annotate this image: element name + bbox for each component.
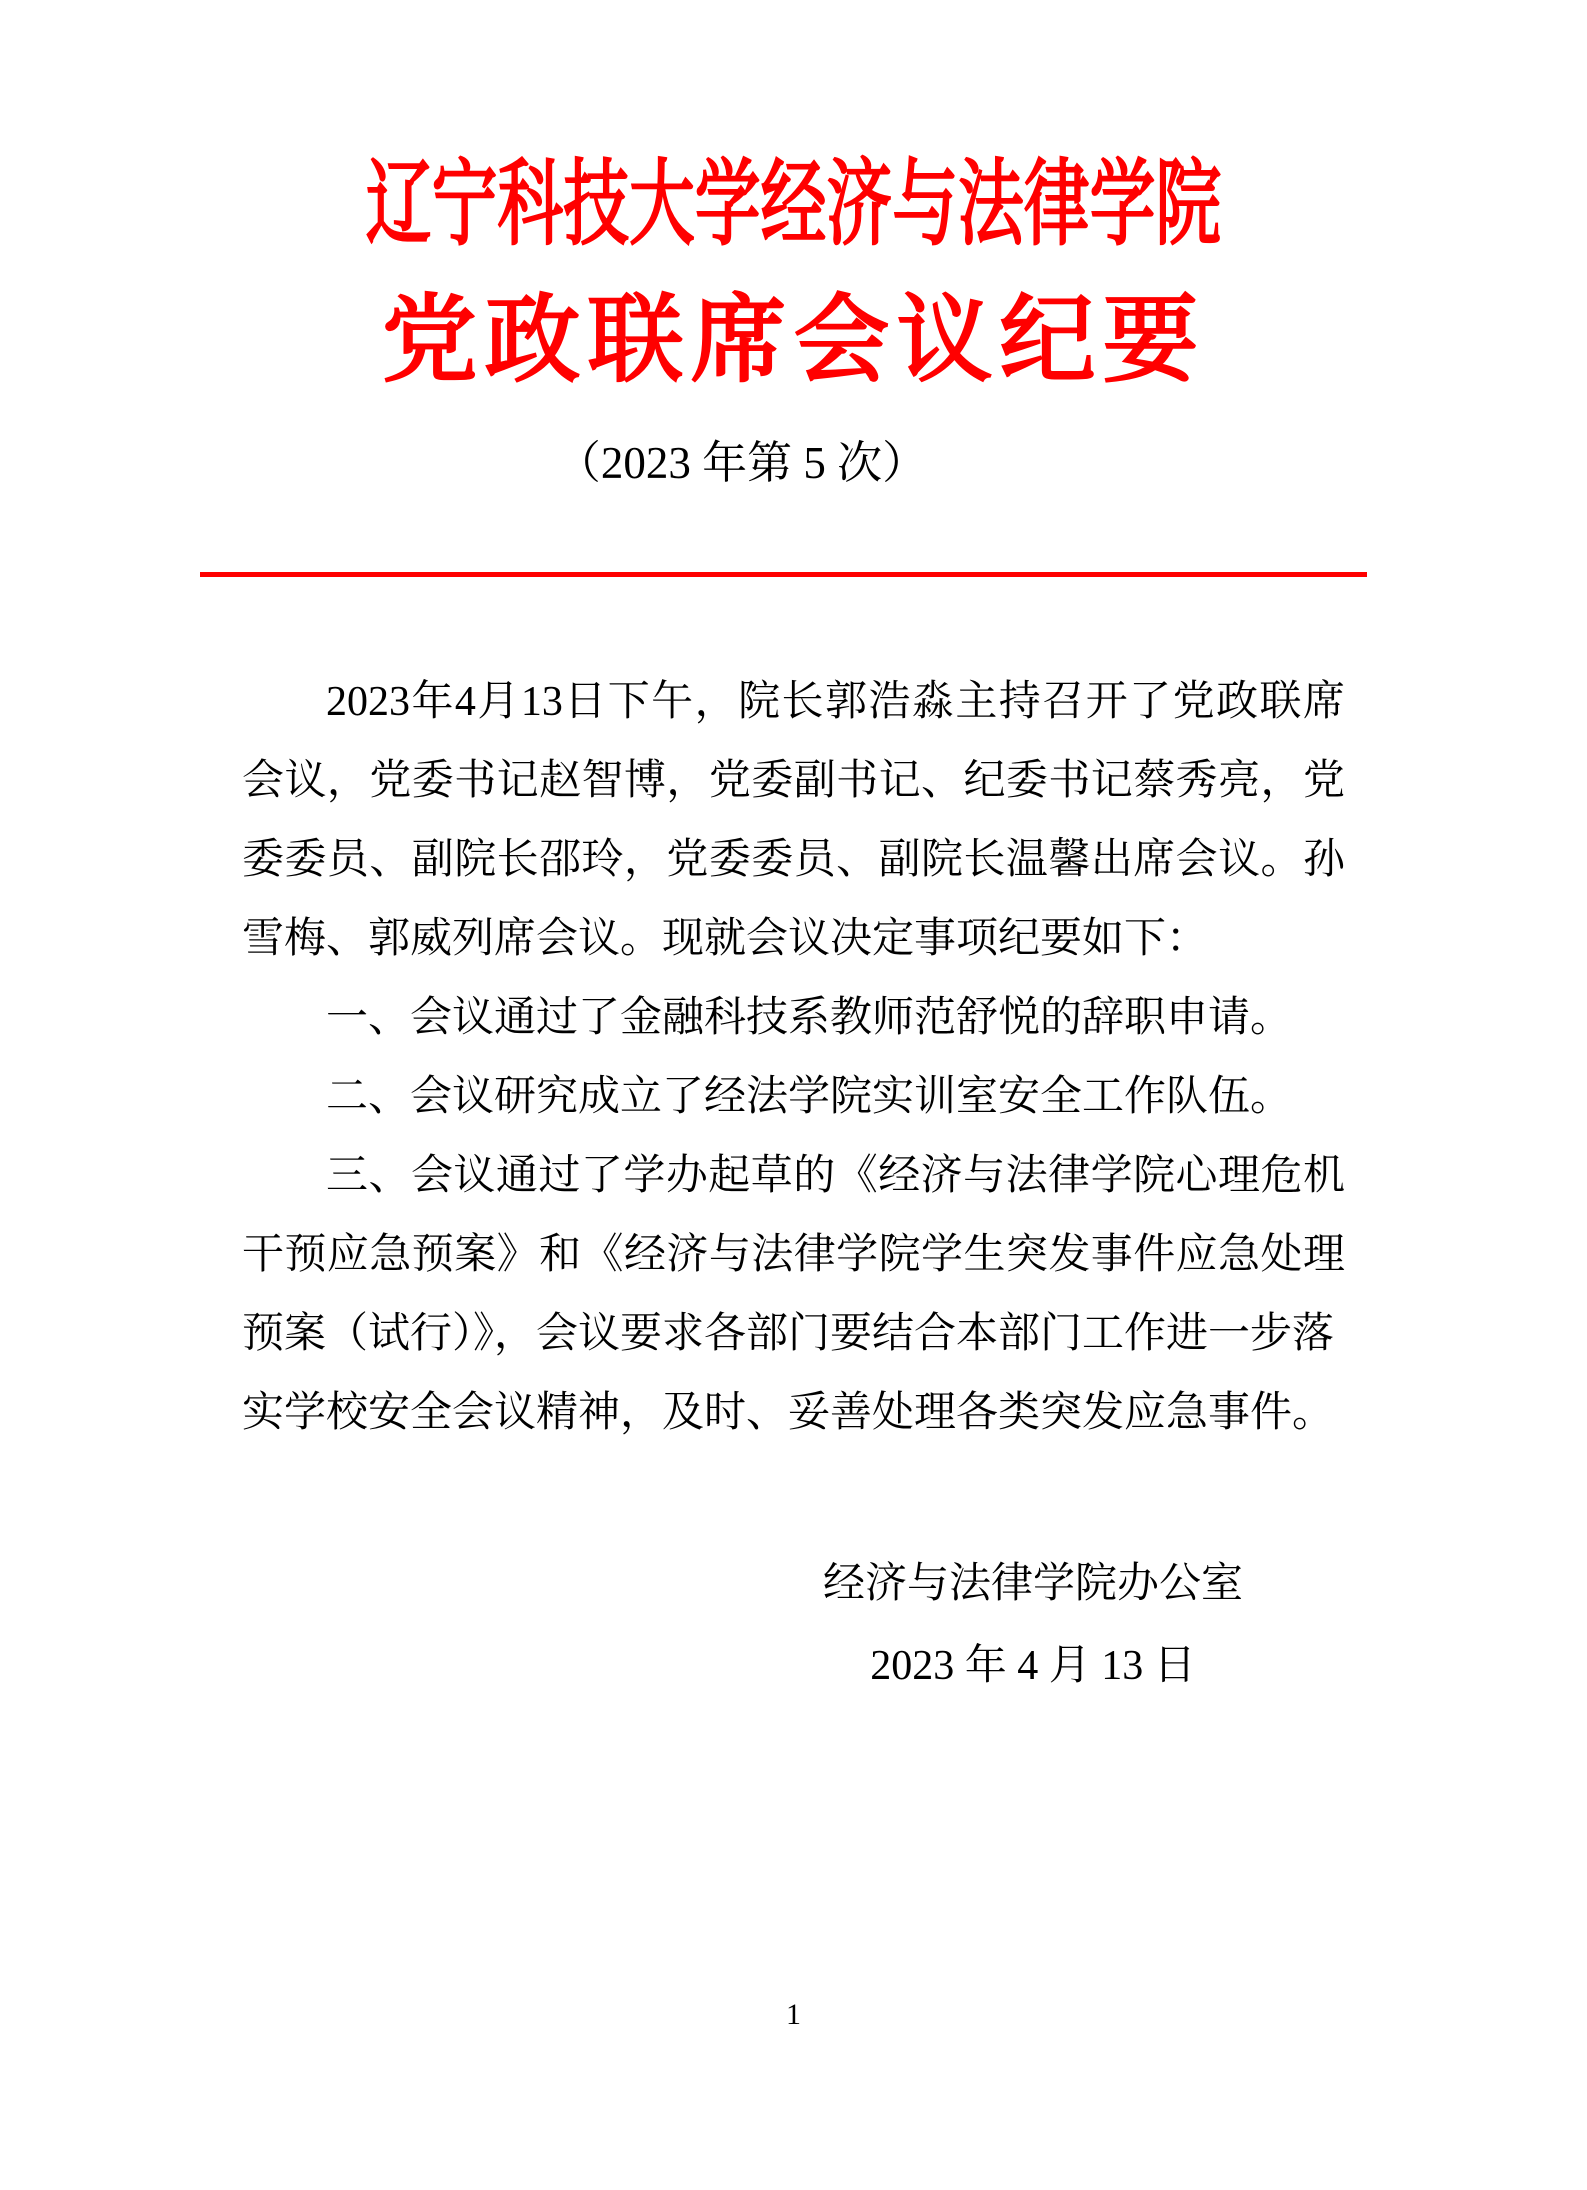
paragraph1-line2: 会议，党委书记赵智博，党委副书记、纪委书记蔡秀亮，党 (242, 758, 1345, 804)
paragraph1-line3: 委委员、副院长邵玲，党委委员、副院长温馨出席会议。孙 (242, 837, 1345, 883)
signature-block (818, 1563, 1248, 1727)
decision-item-3-line4: 实学校安全会议精神，及时、妥善处理各类突发应急事件。 (242, 1390, 1335, 1436)
document-body (242, 663, 1345, 1453)
paragraph1-line1: 2023年4月13日下午，院长郭浩淼主持召开了党政联席 (326, 679, 1345, 725)
decision-item-3-line1: 三、会议通过了学办起草的《经济与法律学院心理危机 (326, 1153, 1345, 1199)
decision-item-3-line3: 预案（试行）》，会议要求各部门要结合本部门工作进一步落 (242, 1311, 1335, 1357)
document-title-line1: 辽宁科技大学经济与法律学院 (365, 153, 1222, 257)
signature-office: 经济与法律学院办公室 (822, 1561, 1243, 1607)
page-number: 1 (786, 1998, 801, 2031)
paragraph1-line4: 雪梅、郭威列席会议。现就会议决定事项纪要如下： (242, 916, 1209, 962)
red-divider-rule (200, 572, 1367, 577)
decision-item-3-line2: 干预应急预案》和《经济与法律学院学生突发事件应急处理 (242, 1232, 1345, 1278)
session-number: （2023 年第 5 次） (555, 438, 928, 488)
decision-item-1: 一、会议通过了金融科技系教师范舒悦的辞职申请。 (326, 995, 1293, 1041)
signature-date: 2023 年 4 月 13 日 (870, 1643, 1196, 1689)
decision-item-2: 二、会议研究成立了经法学院实训室安全工作队伍。 (326, 1074, 1293, 1120)
document-title-line2: 党政联席会议纪要 (381, 287, 1206, 394)
